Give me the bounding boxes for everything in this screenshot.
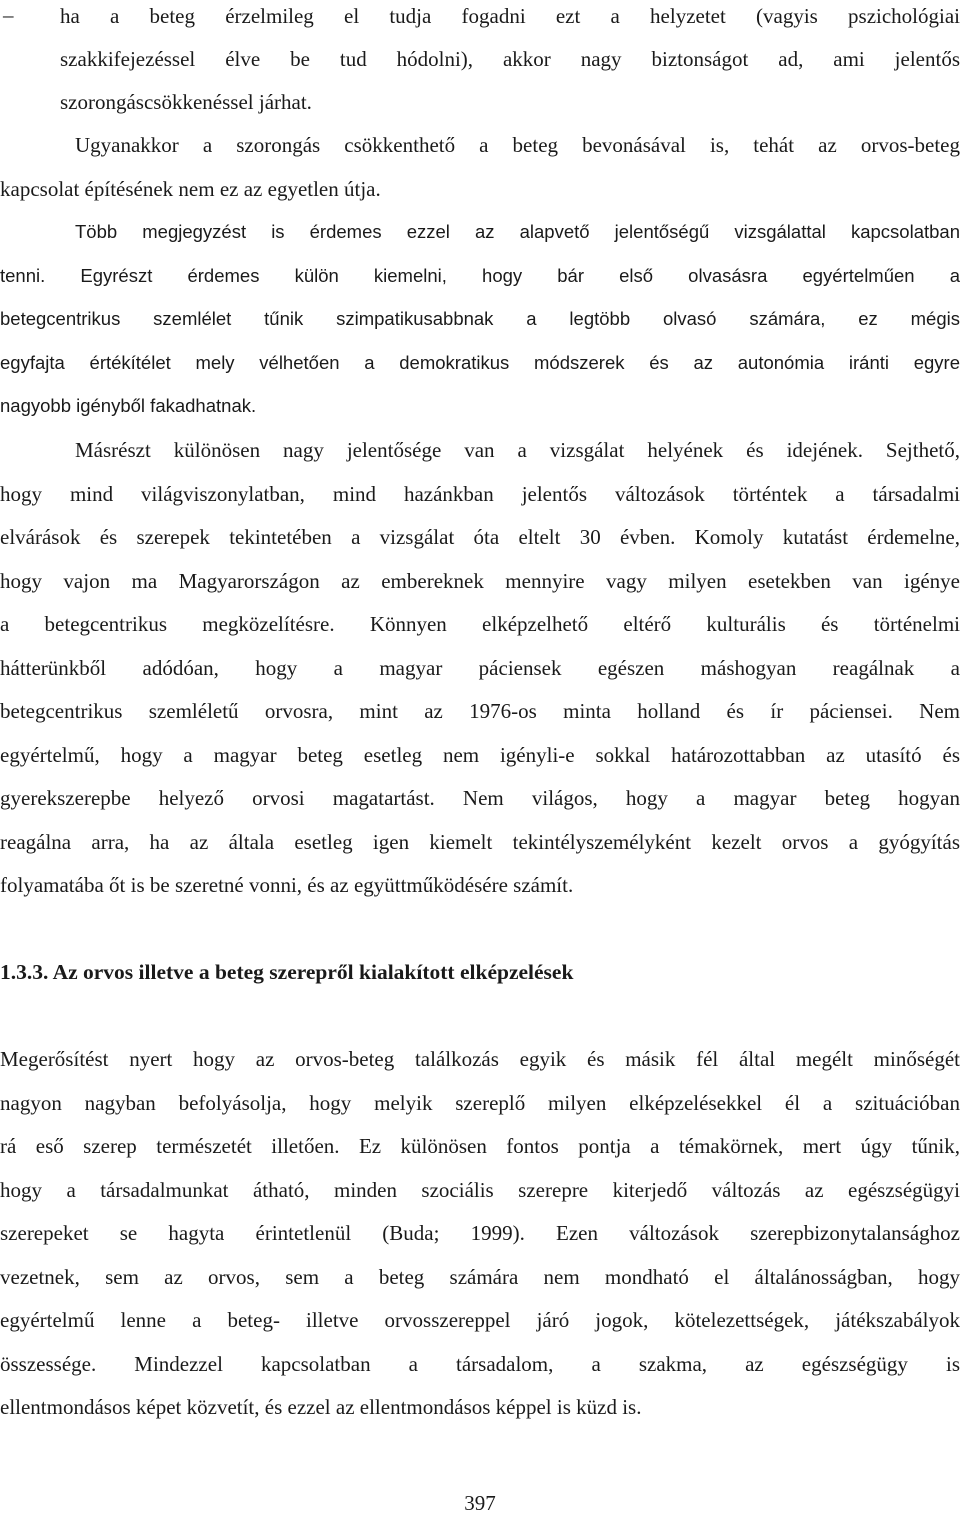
text-line: hogy mind világviszonylatban, mind hazánkban jelentős változások történtek a társadalmi (0, 482, 960, 506)
text-line: betegcentrikus szemlélet tűnik szimpatikusabbnak a legtöbb olvasó számára, ez mégis (0, 308, 960, 329)
text-line: nagyobb igényből fakadhatnak. (0, 395, 257, 416)
text-line: Ugyanakkor a szorongás csökkenthető a beteg bevonásával is, tehát az orvos-beteg (75, 133, 960, 157)
text-line: hogy a társadalmunkat átható, minden szociális szerepre kiterjedő változás az egészségügyi (0, 1178, 960, 1202)
text-line: gyerekszerepbe helyező orvosi magatartást. Nem világos, hogy a magyar beteg hogyan (0, 786, 960, 810)
text-line: Megerősítést nyert hogy az orvos-beteg találkozás egyik és másik fél által megélt minőségét (0, 1047, 960, 1071)
text-line: egyértelmű, hogy a magyar beteg esetleg nem igényli-e sokkal határozottabban az utasító és (0, 743, 960, 767)
text-line: Másrészt különösen nagy jelentősége van a vizsgálat helyének és idejének. Sejthető, (75, 438, 960, 462)
text-line: ha a beteg érzelmileg el tudja fogadni ezt a helyzetet (vagyis pszichológiai (60, 4, 960, 28)
text-line: összessége. Mindezzel kapcsolatban a társadalom, a szakma, az egészségügy is (0, 1352, 960, 1376)
text-line: hogy vajon ma Magyarországon az embereknek mennyire vagy milyen esetekben van igénye (0, 569, 960, 593)
text-line: rá eső szerep természetét illetően. Ez különösen fontos pontja a témakörnek, mert úgy tűnik, (0, 1134, 960, 1158)
text-line: betegcentrikus szemléletű orvosra, mint az 1976-os minta holland és ír páciensei. Nem (0, 699, 960, 723)
text-line: elvárások és szerepek tekintetében a vizsgálat óta eltelt 30 évben. Komoly kutatást érdemelne, (0, 525, 960, 549)
text-line: Több megjegyzést is érdemes ezzel az alapvető jelentőségű vizsgálattal kapcsolatban (75, 221, 960, 242)
text-line: tenni. Egyrészt érdemes külön kiemelni, hogy bár első olvasásra egyértelműen a (0, 265, 960, 286)
text-line: a betegcentrikus megközelítésre. Könnyen elképzelhető eltérő kulturális és történelmi (0, 612, 960, 636)
text-line: reagálna arra, ha az általa esetleg igen kiemelt tekintélyszemélyként kezelt orvos a gyógyítás (0, 830, 960, 854)
text-line: egyfajta értékítélet mely vélhetően a demokratikus módszerek és az autonómia iránti egyre (0, 352, 960, 373)
page-number: 397 (464, 1491, 496, 1515)
text-line: folyamatába őt is be szeretné vonni, és az együttműködésére számít. (0, 873, 574, 897)
text-line: hátterünkből adódóan, hogy a magyar páciensek egészen máshogyan reagálnak a (0, 656, 960, 680)
text-line: szorongáscsökkenéssel járhat. (60, 90, 312, 114)
text-line: kapcsolat építésének nem ez az egyetlen útja. (0, 177, 381, 201)
text-line: egyértelmű lenne a beteg- illetve orvosszereppel járó jogok, kötelezettségek, játékszabályok (0, 1308, 960, 1332)
bullet-dash: – (3, 3, 14, 27)
text-line: szerepeket se hagyta érintetlenül (Buda; 1999). Ezen változások szerepbizonytalansághoz (0, 1221, 960, 1245)
section-heading: 1.3.3. Az orvos illetve a beteg szerepről kialakított elképzelések (0, 960, 574, 984)
text-line: vezetnek, sem az orvos, sem a beteg számára nem mondható el általánosságban, hogy (0, 1265, 960, 1289)
text-line: nagyon nagyban befolyásolja, hogy melyik szereplő milyen elképzelésekkel él a szituációban (0, 1091, 960, 1115)
text-line: ellentmondásos képet közvetít, és ezzel az ellentmondásos képpel is küzd is. (0, 1395, 642, 1419)
text-line: szakkifejezéssel élve be tud hódolni), akkor nagy biztonságot ad, ami jelentős (60, 47, 960, 71)
